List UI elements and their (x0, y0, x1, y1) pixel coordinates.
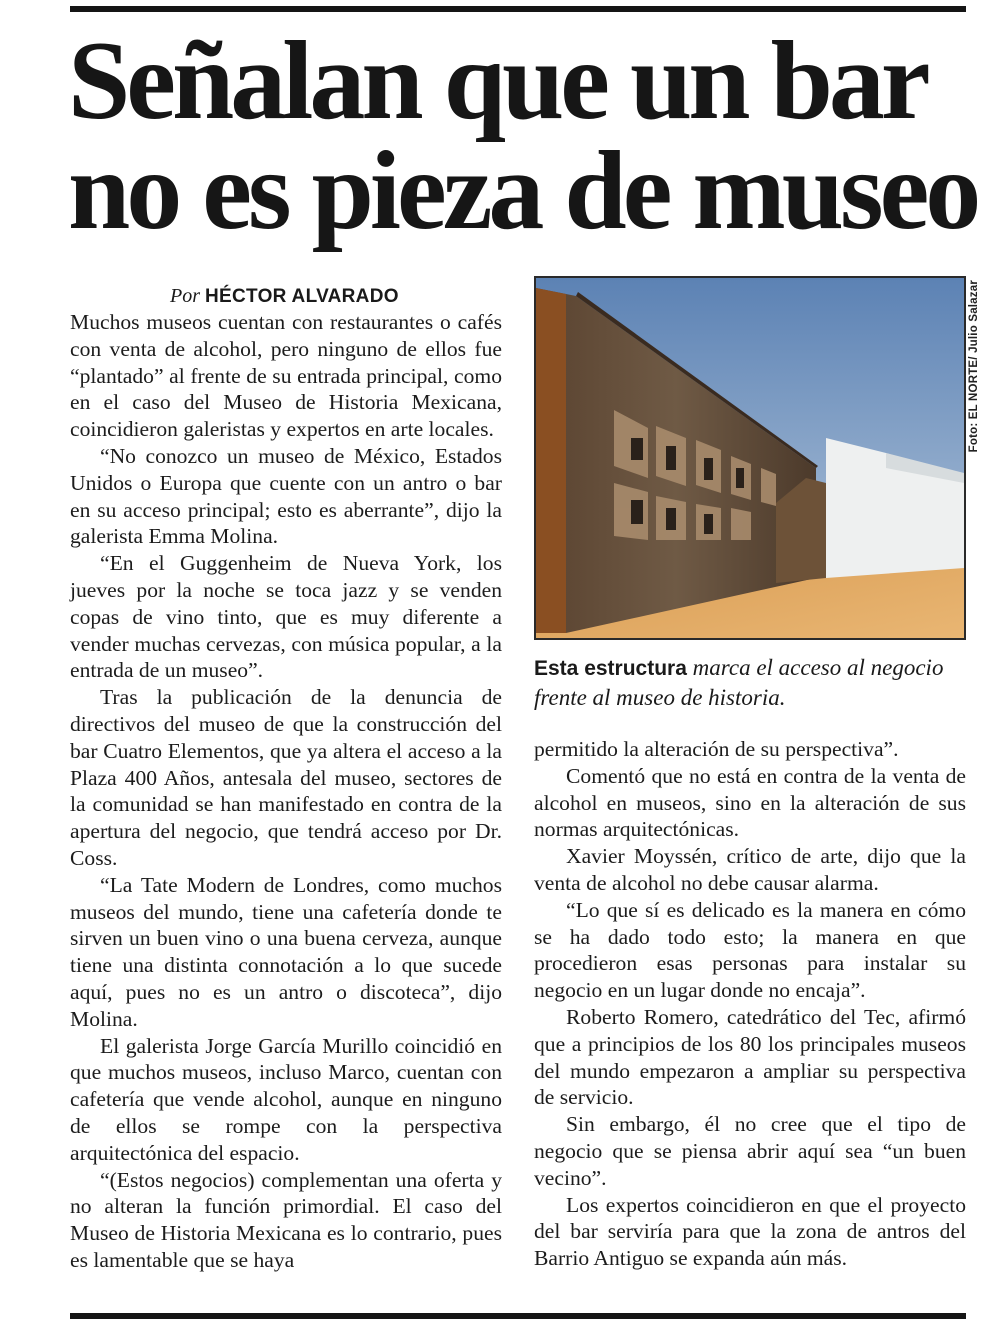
article-right-column (534, 736, 966, 1272)
headline (68, 19, 978, 253)
paragraph: Muchos museos cuentan con restaurantes o cafés con venta de alcohol, pero ninguno de ellos fue “plantado” al frente de su entrada principal, como en el caso del Museo de Historia Mexicana, coincidieron galeristas y expertos en arte locales. (70, 310, 502, 442)
headline-line-2: no es pieza de museo (68, 129, 978, 253)
bottom-rule (70, 1313, 966, 1319)
article-left-column (70, 309, 502, 1274)
photo-caption (534, 653, 966, 712)
news-photo (534, 276, 966, 640)
byline-prefix: Por (170, 285, 200, 307)
caption-text: marca el acceso al negocio frente al museo de historia. (534, 655, 944, 710)
paragraph: “La Tate Modern de Londres, como muchos museos del mundo, tiene una cafetería donde te sirven un buen vino o una buena cerveza, aunque tiene una distinta connotación a lo que sucede aquí, pues no es un antro o discoteca”, dijo Molina. (70, 872, 502, 1031)
paragraph: Tras la publicación de la denuncia de directivos del museo de que la construcción del bar Cuatro Elementos, que ya altera el acceso a la Plaza 400 Años, antesala del museo, sectores de la comunidad se han manifestado en contra de la apertura del negocio, que tendrá acceso por Dr. Coss. (70, 685, 502, 870)
byline-author: HÉCTOR ALVARADO (205, 286, 399, 307)
top-rule (70, 6, 966, 12)
caption-lead: Esta estructura (534, 657, 687, 680)
paragraph: “No conozco un museo de México, Estados Unidos o Europa que cuente con un antro o bar en su acceso principal; esto es aberrante”, dijo la galerista Emma Molina. (70, 443, 502, 549)
paragraph: “En el Guggenheim de Nueva York, los jueves por la noche se toca jazz y se venden copas de vino tinto, que es muy diferente a vender muchas cervezas, con música popular, a la entrada de un museo”. (70, 551, 502, 683)
paragraph: Xavier Moyssén, crítico de arte, dijo que la venta de alcohol no debe causar alarma. (534, 844, 966, 895)
paragraph: Sin embargo, él no cree que el tipo de negocio que se piensa abrir aquí sea “un buen vecino”. (534, 1112, 966, 1190)
paragraph: “(Estos negocios) complementan una oferta y no alteran la función primordial. El caso del Museo de Historia Mexicana es lo contrario, pues es lamentable que se haya (70, 1167, 502, 1272)
headline-line-1: Señalan que un bar (68, 19, 927, 143)
paragraph: Roberto Romero, catedrático del Tec, afirmó que a principios de los 80 los principales museos del mundo empezaron a ampliar su perspectiva de servicio. (534, 1004, 966, 1110)
paragraph: Los expertos coincidieron en que el proyecto del bar serviría para que la zona de antros del Barrio Antiguo se expanda aún más. (534, 1192, 966, 1271)
paragraph: permitido la alteración de su perspectiva”. (534, 737, 899, 761)
paragraph: Comentó que no está en contra de la venta de alcohol en museos, sino en la alteración de sus normas arquitectónicas. (534, 763, 966, 842)
photo-credit: Foto: EL NORTE/ Julio Salazar (968, 280, 980, 453)
byline (170, 284, 399, 309)
paragraph: “Lo que sí es delicado es la manera en cómo se ha dado todo esto; la manera en que procedieron esas personas para instalar su negocio en un lugar donde no encaja”. (534, 897, 966, 1003)
paragraph: El galerista Jorge García Murillo coincidió en que muchos museos, incluso Marco, cuentan con cafetería que vende alcohol, aunque en ninguno de ellos se rompe con la perspectiva arquitectónica del espacio. (70, 1033, 502, 1165)
